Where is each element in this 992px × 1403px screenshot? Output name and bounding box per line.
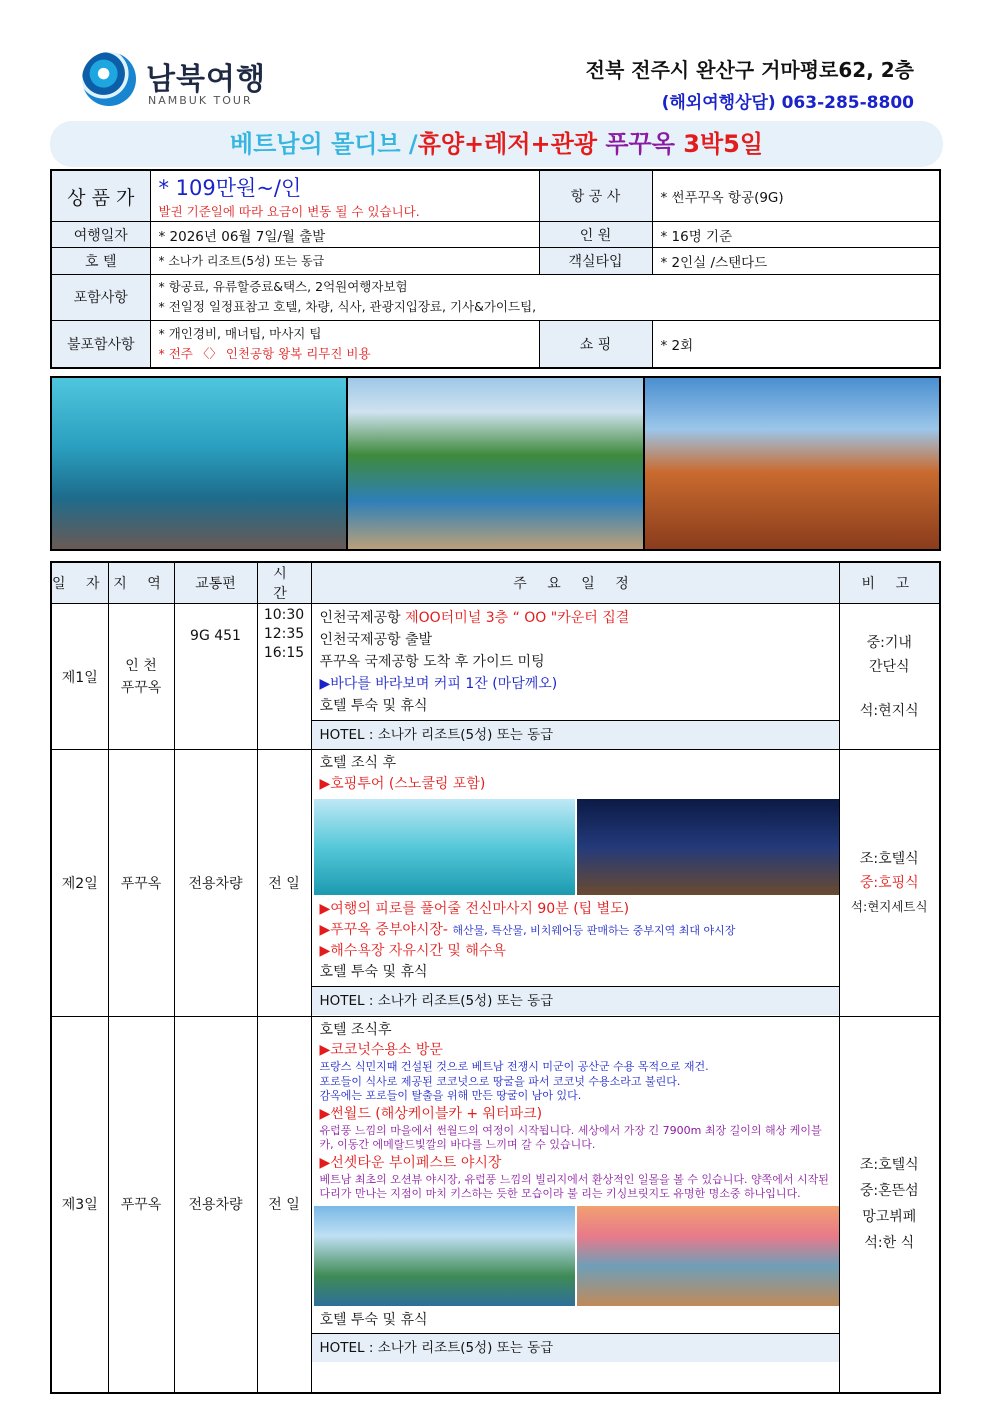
shopping-label: 쇼 핑 — [539, 320, 652, 368]
airline-label: 항 공 사 — [539, 170, 652, 222]
day3-transport: 전용차량 — [174, 1017, 257, 1393]
room-value: * 2인실 /스탠다드 — [652, 248, 940, 274]
sunset-town-photo — [577, 1206, 839, 1306]
day1-time-1: 10:30 — [263, 607, 305, 623]
day2-line-4 — [320, 920, 831, 941]
day1-hotel: HOTEL : 소나가 리조트(5성) 또는 동급 — [312, 720, 839, 749]
day1-line-3: 푸꾸옥 국제공항 도착 후 가이드 미팅 — [319, 654, 545, 670]
day1-line-5: 호텔 투숙 및 휴식 — [319, 698, 428, 714]
day2-line-3: ▶여행의 피로를 풀어줄 전신마사지 90분 (팁 별도) — [319, 901, 630, 917]
banner-part-4: 3박5일 — [683, 130, 764, 158]
day2-region: 푸꾸옥 — [108, 750, 174, 1017]
excluded-cell — [150, 320, 539, 368]
header-note: 비 고 — [839, 562, 940, 604]
day2-meal-3: 석:현지세트식 — [850, 899, 928, 914]
day1-schedule — [311, 604, 839, 750]
included-label: 포함사항 — [51, 274, 150, 320]
airline-value: * 썬푸꾸옥 항공(9G) — [652, 170, 940, 222]
day1-meal-3: 석:현지식 — [859, 702, 919, 719]
day2-photos — [314, 799, 839, 895]
day3-meal-4: 석:한 식 — [864, 1235, 915, 1252]
day3-line-3: ▶썬월드 (해상케이블카 + 워터파크) — [319, 1105, 543, 1122]
day2-line-5: ▶해수욕장 자유시간 및 해수욕 — [319, 943, 506, 959]
day1-meals — [839, 604, 940, 750]
day3-line-5: 호텔 투숙 및 휴식 — [319, 1311, 428, 1328]
company-phone: (해외여행상담) 063-285-8800 — [661, 93, 914, 113]
title-banner — [50, 121, 943, 167]
included-cell — [150, 274, 940, 320]
shopping-value: * 2회 — [652, 320, 940, 368]
day2-hotel: HOTEL : 소나가 리조트(5성) 또는 동급 — [312, 986, 839, 1015]
day1-line-4: ▶바다를 바라보며 커피 1잔 (마담께오) — [319, 676, 558, 692]
day3-meal-3: 망고뷔페 — [862, 1209, 917, 1226]
night-market-photo — [577, 799, 839, 895]
day3-schedule — [311, 1017, 839, 1393]
day3-note-2b: 포로들이 식사로 제공된 코코넛으로 땅굴을 파서 코코넛 수용소라고 불린다. — [319, 1074, 681, 1088]
product-info-table — [50, 169, 941, 369]
day3-label: 제3일 — [51, 1017, 108, 1393]
day3-region: 푸꾸옥 — [108, 1017, 174, 1393]
day3-note-3: 유럽풍 느낌의 마을에서 썬월드의 여정이 시작됩니다. 세상에서 가장 긴 7900m 최장 길이의 해상 케이블카, 이동간 에메랄드빛깔의 바다를 느끼며 갈 수 있습니다. — [319, 1123, 822, 1151]
people-label: 인 원 — [539, 222, 652, 248]
waterpark-photo — [348, 378, 642, 549]
cable-car-photo — [314, 1206, 576, 1306]
itinerary-table — [50, 561, 941, 1394]
day1-row — [51, 604, 940, 750]
photo-strip — [50, 376, 941, 551]
logo-subtext: NAMBUK TOUR — [148, 94, 253, 107]
day2-time: 전 일 — [257, 750, 311, 1017]
included-line-1: * 항공료, 유류할증료&택스, 2억원여행자보험 — [158, 279, 408, 295]
day3-time: 전 일 — [257, 1017, 311, 1393]
day3-line-2: ▶코코넛수용소 방문 — [319, 1042, 443, 1058]
banner-part-1: 베트남의 몰디브 / — [229, 130, 418, 158]
day2-meals — [839, 750, 940, 1017]
day2-line-1: 호텔 조식 후 — [319, 755, 397, 771]
day1-meal-2: 간단식 — [868, 658, 910, 675]
day3-row — [51, 1017, 940, 1393]
day2-schedule — [311, 750, 839, 1017]
day1-transport: 9G 451 — [174, 604, 257, 750]
banner-part-3: 푸꾸옥 — [605, 130, 684, 158]
day3-note-2c: 감옥에는 포로들이 탈출을 위해 만든 땅굴이 남아 있다. — [319, 1089, 582, 1102]
date-label: 여행일자 — [51, 222, 150, 248]
day3-meal-2: 중:혼뜬섬 — [859, 1183, 919, 1200]
snorkeling-photo — [52, 378, 346, 549]
room-label: 객실타입 — [539, 248, 652, 274]
day3-line-4: ▶선셋타운 부이페스트 야시장 — [319, 1154, 502, 1171]
people-value: * 16명 기준 — [652, 222, 940, 248]
header-time: 시 간 — [257, 562, 311, 604]
header-region: 지 역 — [108, 562, 174, 604]
day1-region-1: 인 천 — [125, 657, 157, 674]
day2-meal-1: 조:호텔식 — [859, 851, 919, 867]
day3-meal-1: 조:호텔식 — [859, 1157, 919, 1174]
day1-line-1b: 제OO터미널 3층 “ OO "카운터 집결 — [405, 610, 630, 626]
day1-region-2: 푸꾸옥 — [120, 679, 162, 696]
excluded-label: 불포함사항 — [51, 320, 150, 368]
hotel-value: * 소나가 리조트(5성) 또는 동급 — [150, 248, 539, 274]
day2-transport: 전용차량 — [174, 750, 257, 1017]
header-schedule: 주 요 일 정 — [311, 562, 839, 604]
price-note: 발권 기준일에 따라 요금이 변동 될 수 있습니다. — [158, 204, 420, 219]
day1-times — [257, 604, 311, 750]
date-value: * 2026년 06월 7일/월 출발 — [150, 222, 539, 248]
hotel-label: 호 텔 — [51, 248, 150, 274]
banner-part-2: 휴양+레저+관광 — [417, 130, 606, 158]
day1-line-2: 인천국제공항 출발 — [319, 632, 433, 648]
day1-time-2: 12:35 — [263, 626, 305, 642]
speedboat-photo — [314, 799, 576, 895]
included-line-2: * 전일정 일정표참고 호텔, 차량, 식사, 관광지입장료, 기사&가이드팁, — [158, 299, 537, 315]
day1-meal-1: 중:기내 — [866, 634, 912, 651]
day2-meal-2: 중:호핑식 — [859, 875, 919, 891]
day1-label: 제1일 — [51, 604, 108, 750]
day3-photos — [314, 1206, 839, 1306]
header-day: 일 자 — [51, 562, 108, 604]
company-logo — [82, 52, 282, 108]
day2-row — [51, 750, 940, 1017]
excluded-line-1: * 개인경비, 매너팁, 마사지 팁 — [158, 325, 322, 341]
day1-time-3: 16:15 — [263, 645, 305, 661]
day1-line-1 — [320, 607, 831, 629]
price-value: * 109만원~/인 — [158, 176, 302, 200]
day2-line-2: ▶호핑투어 (스노쿨링 포함) — [319, 776, 486, 792]
company-address: 전북 전주시 완산구 거마평로62, 2층 — [585, 58, 914, 82]
day2-label: 제2일 — [51, 750, 108, 1017]
day3-note-4: 베트남 최초의 오션뷰 야시장, 유럽풍 느낌의 빌리지에서 환상적인 일몰을 볼 수 있습니다. 양쪽에서 시작된 다리가 만나는 지점이 마치 키스하는 듯한 모습이라 불 리는 키싱브릿지도 유명한 명소중 하나입니다. — [319, 1172, 829, 1200]
price-label: 상 품 가 — [51, 170, 150, 222]
temple-gate-photo — [645, 378, 939, 549]
day3-line-1: 호텔 조식후 — [319, 1022, 392, 1038]
day3-note-2a: 프랑스 식민지때 건설된 것으로 베트남 전쟁시 미군이 공산군 수용 목적으로 재건. — [319, 1060, 709, 1073]
day3-meals — [839, 1017, 940, 1393]
day2-line-4a: ▶푸꾸옥 중부야시장- — [319, 922, 453, 938]
day1-region — [108, 604, 174, 750]
day2-line-4b: 해산물, 특산물, 비치웨어등 판매하는 중부지역 최대 야시장 — [452, 924, 736, 937]
day2-line-6: 호텔 투숙 및 휴식 — [319, 964, 428, 980]
price-cell — [150, 170, 539, 222]
globe-icon — [82, 52, 136, 106]
excluded-line-2: * 전주 〈〉 인천공항 왕복 리무진 비용 — [158, 345, 371, 361]
logo-text: 남북여행 — [146, 62, 266, 97]
header-transport: 교통편 — [174, 562, 257, 604]
day3-hotel: HOTEL : 소나가 리조트(5성) 또는 동급 — [312, 1333, 839, 1362]
day1-line-1a: 인천국제공항 — [319, 610, 406, 626]
